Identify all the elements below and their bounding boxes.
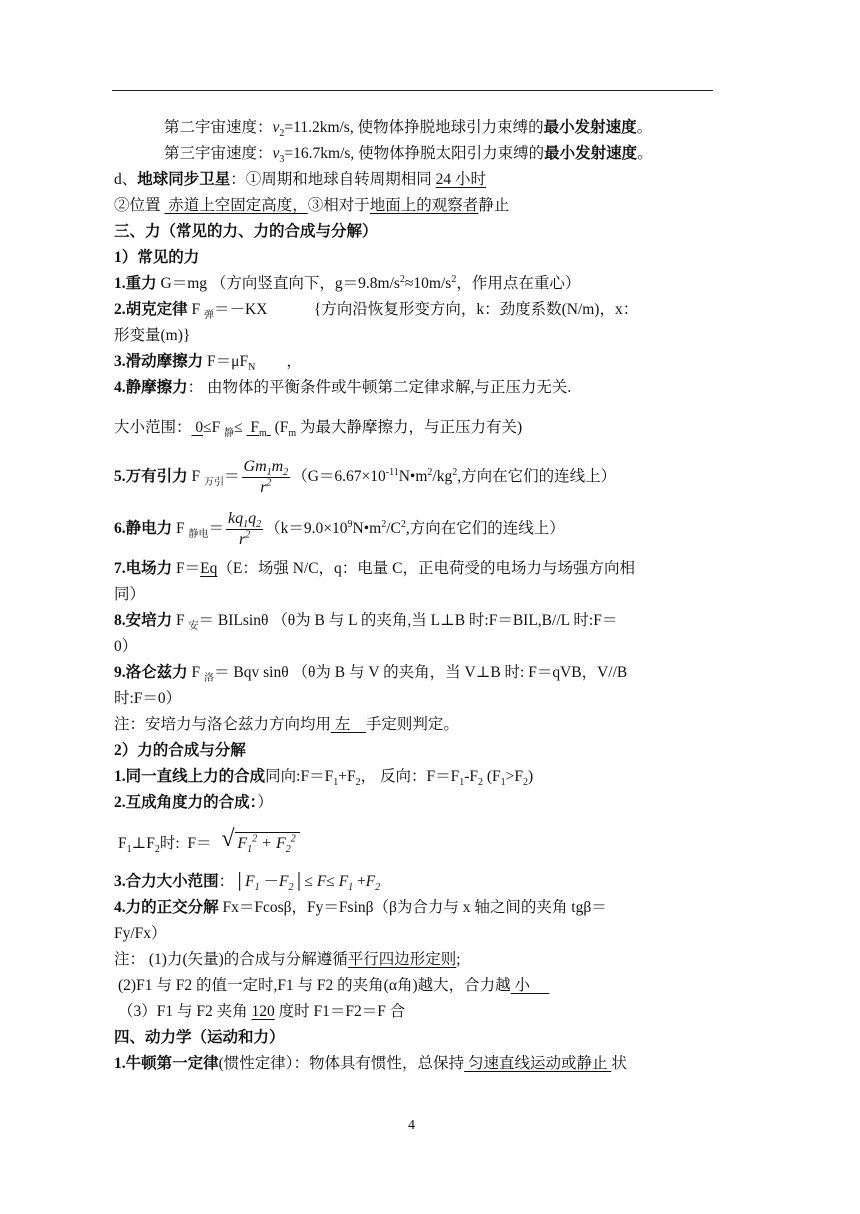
coulomb-fraction: $\frac{kq_1q_2}{r^2}$ bbox=[228, 509, 262, 548]
line-electric-field-force: 7.电场力 F＝Eq（E：场强 N/C，q：电量 C，正电荷受的电场力与场强方向相 bbox=[114, 560, 636, 577]
line-orthogonal-decomposition: 4.力的正交分解 Fx＝Fcosβ，Fy＝Fsinβ（β为合力与 x 轴之间的夹角 tgβ＝ bbox=[114, 899, 607, 916]
line-third-cosmic-velocity: 第三宇宙速度：$v_3=16.7km/s$, 使物体挣脱太阳引力束缚的最小发射速度。 bbox=[164, 145, 653, 166]
line-ampere-force: 8.安培力 F $_安$＝ BILsinθ （θ为 B 与 L 的夹角,当 L⊥B 时:F＝BIL,B//L 时:F＝ bbox=[114, 612, 618, 633]
subsection-composition: 2）力的合成与分解 bbox=[114, 742, 246, 759]
line-sync-satellite: d、地球同步卫星：①周期和地球自转周期相同 24 小时 bbox=[114, 171, 487, 188]
line-sync-position: ②位置 赤道上空固定高度，③相对于地面上的观察者静止 bbox=[114, 197, 510, 214]
line-note-120: （3）F1 与 F2 夹角 120 度时 F1＝F2＝F 合 bbox=[118, 1003, 406, 1020]
line-static-range: 大小范围： 0≤F $_静\le F_m$ ($F_m$ 为最大静摩擦力，与正压力有关) bbox=[114, 419, 523, 440]
line-angle-composition: 2.互成角度力的合成：） bbox=[114, 794, 273, 811]
line-electrostatic: 6.静电力 F $_{静电}$＝ $\frac{kq_1q_2}{r^2}$ （$k=9.0\times 10^9N•m^2/C^2$,方向在它们的连线上） bbox=[114, 509, 565, 548]
line-hooke: 2.胡克定律 F $_弹$＝－KX {方向沿恢复形变方向，k：劲度系数(N/m)，x： bbox=[114, 301, 639, 322]
line-static-friction: 4.静摩擦力： 由物体的平衡条件或牛顿第二定律求解,与正压力无关. bbox=[114, 379, 572, 396]
line-collinear-composition: 1.同一直线上力的合成同向$:F=F_1+F_2$， 反向：$F=F_1-F_2$ $(F_1>F_2)$ bbox=[114, 768, 534, 789]
line-sliding-friction: 3.滑动摩擦力 $F=\mu F_N$ ， bbox=[114, 353, 302, 374]
subsection-common-forces: 1）常见的力 bbox=[114, 249, 200, 266]
line-newton-first-law: 1.牛顿第一定律(惯性定律）：物体具有惯性，总保持 匀速直线运动或静止 状 bbox=[114, 1055, 627, 1072]
gravitation-fraction: $\frac{Gm_1m_2}{r^2}$ bbox=[243, 457, 289, 496]
line-perpendicular-formula: $F_1\perp F_2$时: F＝ √ $F_1^2 + F_2^2$ bbox=[118, 826, 300, 862]
line-hooke-cont: 形变量(m)} bbox=[114, 327, 191, 344]
line-ampere-cont: 0） bbox=[114, 638, 138, 655]
line-left-hand-note: 注：安培力与洛仑兹力方向均用 左 手定则判定。 bbox=[114, 716, 459, 733]
section-three-heading: 三、力（常见的力、力的合成与分解） bbox=[114, 223, 378, 240]
line-electric-field-cont: 同） bbox=[114, 586, 146, 603]
header-rule bbox=[112, 90, 713, 91]
page-number: 4 bbox=[408, 1118, 415, 1133]
line-second-cosmic-velocity: 第二宇宙速度：$v_2=11.2km/s$, 使物体挣脱地球引力束缚的最小发射速度。 bbox=[164, 119, 653, 140]
line-orthogonal-cont: Fy/Fx） bbox=[114, 925, 167, 942]
line-resultant-range: 3.合力大小范围：$│F_1$ $-F_2│\le F\le F_1 +F_2$ bbox=[114, 873, 381, 894]
line-lorentz-cont: 时:F＝0） bbox=[114, 690, 182, 707]
line-universal-gravitation: 5.万有引力 F $_{万引}$＝ $\frac{Gm_1m_2}{r^2}$ （$G=6.67\times 10^{-11}N•m^2/kg^2$,方向在它们的连线上） bbox=[114, 457, 617, 496]
line-note-parallelogram: 注： (1)力(矢量)的合成与分解遵循平行四边形定则; bbox=[114, 951, 461, 968]
sqrt-formula: √ $F_1^2 + F_2^2$ bbox=[221, 826, 299, 862]
line-gravity: 1.重力 G＝mg （方向竖直向下，$g=9.8m/s^2\approx 10m/s^2$，作用点在重心） bbox=[114, 273, 581, 292]
line-lorentz-force: 9.洛仑兹力 F $_洛$＝ Bqv sinθ （θ为 B 与 V 的夹角，当 V⊥B 时: F＝qVB，V//B bbox=[114, 664, 628, 685]
line-note-angle: (2)F1 与 F2 的值一定时,F1 与 F2 的夹角(α角)越大，合力越 小 bbox=[118, 977, 550, 994]
section-four-heading: 四、动力学（运动和力） bbox=[114, 1029, 285, 1046]
